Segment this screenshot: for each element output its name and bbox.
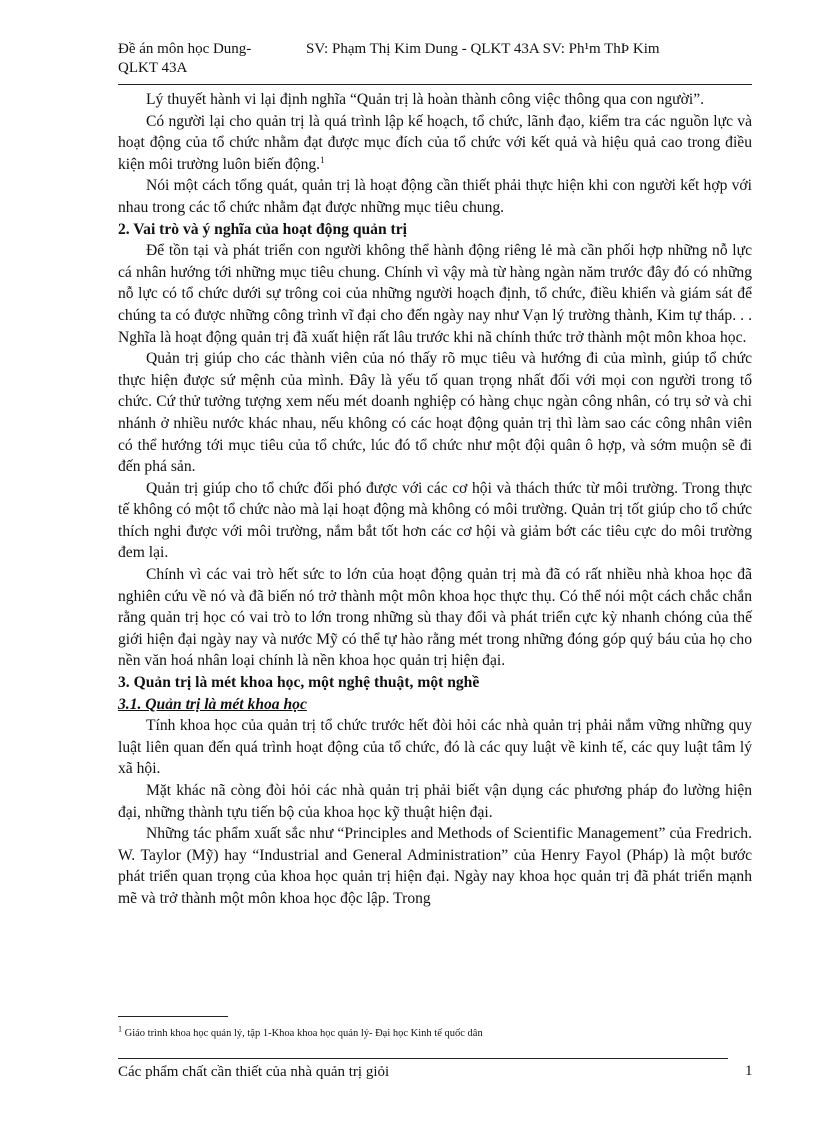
page-header [118, 40, 752, 82]
document-body [118, 89, 752, 910]
section-3-heading: 3. Quản trị là mét khoa học, một nghệ thuật, một nghề [118, 674, 480, 692]
footnote [118, 1024, 483, 1041]
header-rule [118, 84, 752, 85]
paragraph: Quản trị giúp cho các thành viên của nó thấy rõ mục tiêu và hướng đi của mình, giúp tổ chức thực hiện được sứ mệnh của mình. Đây là yếu tố quan trọng nhất đối với mọi con người trong tổ chức. Cứ thử tưởng tượng xem nếu mét doanh nghiệp có hàng chục ngàn công nhân, có trụ sở và chi nhánh ở nhiều nước khác nhau, nếu không có các hoạt động quản trị thì làm sao các công nhân viên có thể hướng tới mục tiêu của tổ chức, lúc đó tổ chức như một đội quân ô hợp, và sớm muộn sẽ đi đến phá sản. [118, 350, 752, 476]
section-3-1-heading: 3.1. Quản trị là mét khoa học [118, 695, 307, 713]
paragraph: Có người lại cho quản trị là quá trình lập kế hoạch, tổ chức, lãnh đạo, kiểm tra các nguồn lực và hoạt động của tổ chức nhằm đạt được mục đích của tổ chức với kết quả và hiệu quả cao trong điều kiện môi trường luôn biến động.$^1$ [118, 112, 752, 173]
paragraph: Tính khoa học của quản trị tổ chức trước hết đòi hỏi các nhà quản trị phải nắm vững những quy luật liên quan đến quá trình hoạt động của tổ chức, đó là các quy luật về kinh tế, các quy luật tâm lý xã hội. [118, 717, 752, 778]
paragraph: Những tác phẩm xuất sắc như “Principles and Methods of Scientific Management” của Fredrich. W. Taylor (Mỹ) hay “Industrial and General Administration” của Henry Fayol (Pháp) là một bước phát triển quan trọng của khoa học quản trị hiện đại. Ngày nay khoa học quản trị đã phát triển mạnh mẽ và trở thành một môn khoa học độc lập. Trong [118, 825, 752, 907]
paragraph: Lý thuyết hành vi lại định nghĩa “Quản trị là hoàn thành công việc thông qua con người”. [146, 91, 705, 108]
paragraph: Quản trị giúp cho tổ chức đối phó được với các cơ hội và thách thức từ môi trường. Trong thực tế không có một tổ chức nào mà lại hoạt động mà không có môi trường. Quản trị tốt giúp cho tổ chức thích nghi được với môi trường, nắm bắt tốt hơn các cơ hội và giảm bớt các tiêu cực do môi trường đem lại. [118, 479, 752, 562]
section-2-heading: 2. Vai trò và ý nghĩa của hoạt động quản trị [118, 220, 407, 238]
footnote-text: Giáo trình khoa học quản lý, tập 1-Khoa khoa học quản lý- Đại học Kinh tế quốc dân [124, 1028, 483, 1039]
page-content [118, 40, 752, 910]
header-right: SV: Phạm Thị Kim Dung - QLKT 43A SV: Ph¹m ThÞ Kim [306, 41, 660, 57]
footer-title: Các phẩm chất cần thiết của nhà quản trị giỏi [118, 1064, 390, 1080]
paragraph: Chính vì các vai trò hết sức to lớn của hoạt động quản trị mà đã có rất nhiều nhà khoa học đã nghiên cứu về nó và đã biến nó trở thành một môn khoa học thực thụ. Có thể nói một cách chắc chắn rằng quản trị học có vai trò to lớn trong những sù thay đổi và phát triển cực kỳ nhanh chóng của thế giới hiện đại ngày nay và nước Mỹ có thể tự hào rằng mét trong những đóng góp quý báu của họ cho nền văn hoá nhân loại chính là nền khoa học quản trị hiện đại. [118, 566, 752, 670]
footnote-separator [118, 1016, 228, 1017]
paragraph: Nói một cách tổng quát, quản trị là hoạt động cần thiết phải thực hiện khi con người kết hợp với nhau trong các tổ chức nhằm đạt được những mục tiêu chung. [118, 177, 752, 216]
footer-rule [118, 1058, 728, 1059]
page-number: 1 [745, 1063, 753, 1079]
footnote-reference: 1 [320, 154, 325, 165]
header-left: Đề án môn học Dung-QLKT 43A [118, 41, 252, 76]
paragraph: Mặt khác nã còng đòi hỏi các nhà quản trị phải biết vận dụng các phương pháp đo lường hiện đại, những thành tựu tiến bộ của khoa học kỹ thuật hiện đại. [118, 782, 752, 821]
footnote-marker: 1 [118, 1024, 122, 1034]
paragraph: Để tồn tại và phát triển con người không thể hành động riêng lẻ mà cần phối hợp những nỗ lực cá nhân hướng tới những mục tiêu chung. Chính vì vậy mà từ hàng ngàn năm trước đây đó có những nỗ lực có tổ chức dưới sự trông coi của những người hoạch định, tổ chức, điều khiển và giám sát để chúng ta có được những công trình vĩ đại cho đến ngày nay như Vạn lý trường thành, Kim tự tháp. . . Nghĩa là hoạt động quản trị đã xuất hiện rất lâu trước khi nã chính thức trở thành một môn khoa học. [118, 242, 752, 346]
